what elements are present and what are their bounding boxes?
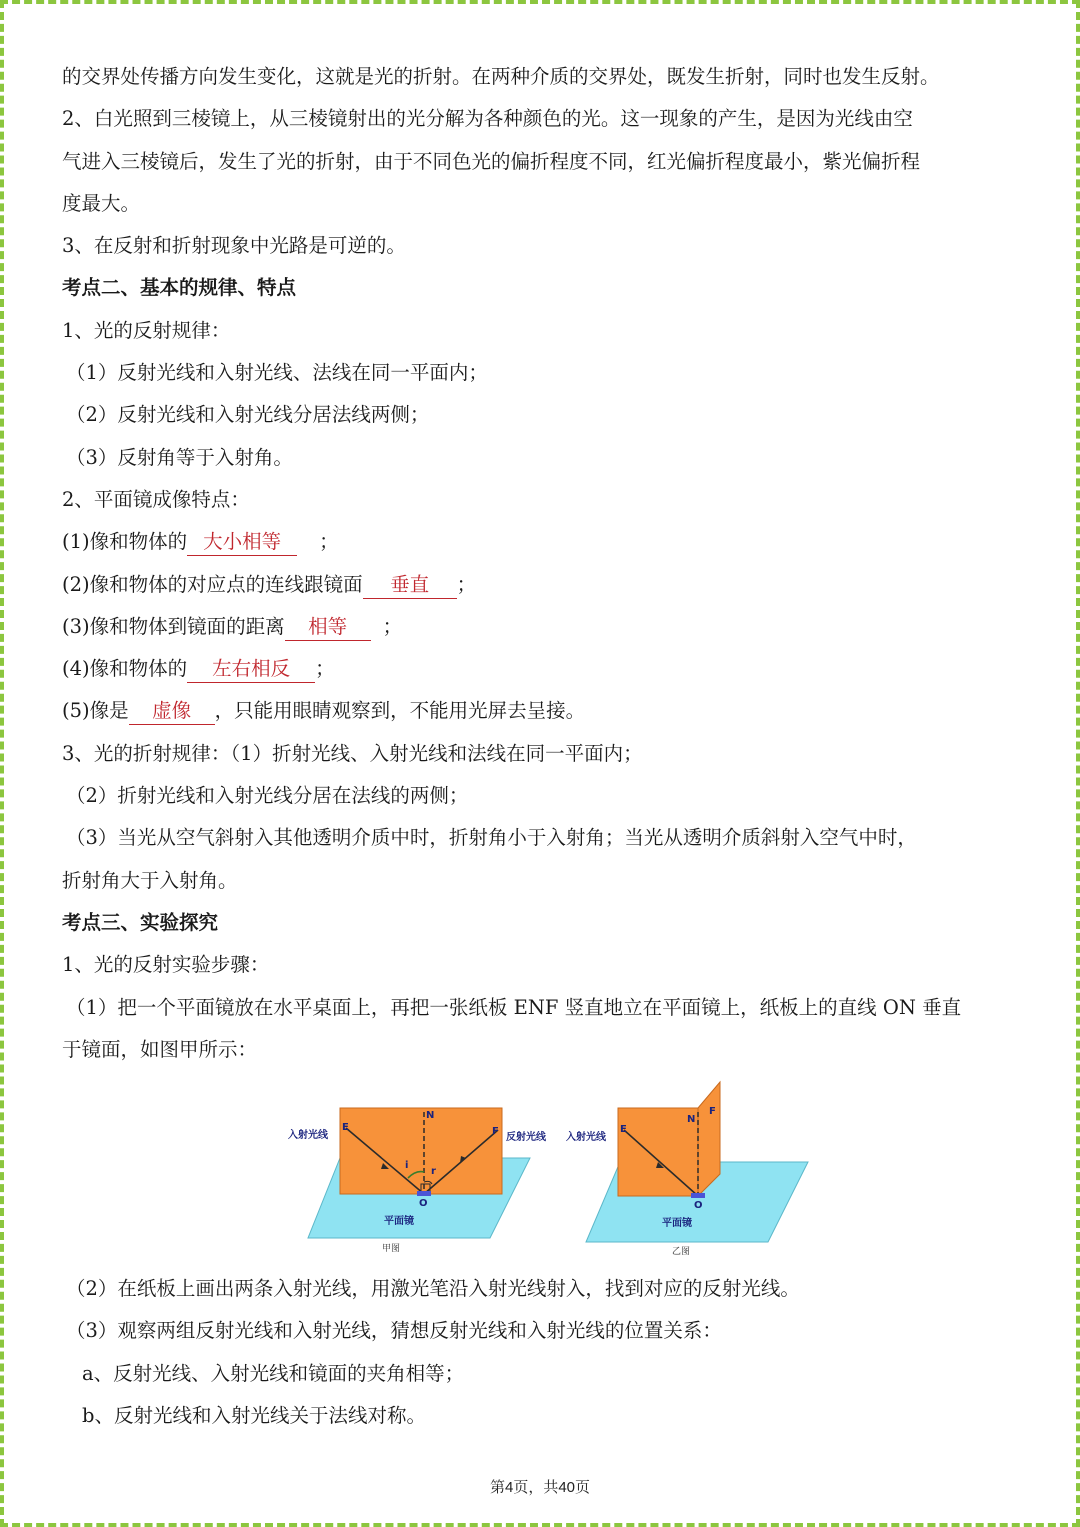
item-text: ，只能用眼睛观察到，不能用光屏去呈接。 (214, 699, 586, 723)
fill-blank-item (62, 690, 1022, 732)
figure-caption: 乙图 (672, 1247, 691, 1257)
paragraph: 3、在反射和折射现象中光路是可逆的。 (62, 234, 406, 258)
page-number: 第4页，共40页 (489, 1479, 591, 1496)
item-text: ； (456, 572, 477, 596)
paper-board-e (618, 1108, 698, 1196)
document-body (62, 56, 1022, 1071)
mirror-label: 平面镜 (384, 1216, 414, 1227)
fill-blank-item (62, 648, 1022, 690)
point-f-label: F (709, 1106, 716, 1117)
fill-blank-item (62, 606, 1022, 648)
point-n-label: N (687, 1114, 696, 1125)
item-text: ； (315, 657, 335, 681)
point-n-label: N (426, 1110, 435, 1121)
mirror-point-mark (417, 1191, 431, 1196)
fill-blank-item (62, 564, 1022, 606)
angle-i-label: i (405, 1160, 409, 1171)
fill-blank-item (62, 521, 1022, 563)
item-text: (4)像和物体的 (62, 657, 188, 681)
figure-caption: 甲图 (382, 1244, 401, 1254)
list-title: 1、光的反射规律： (62, 318, 231, 342)
list-item: a、反射光线、入射光线和镜面的夹角相等； (82, 1361, 465, 1385)
point-f-label: F (492, 1126, 499, 1137)
section-heading: 考点二、基本的规律、特点 (62, 276, 297, 300)
answer-blank: 垂直 (363, 572, 457, 599)
diagram-jia (288, 1108, 547, 1254)
list-item: （2）反射光线和入射光线分居法线两侧； (66, 403, 430, 427)
section-heading: 考点三、实验探究 (62, 910, 219, 934)
figure-svg (280, 1078, 820, 1264)
incident-ray-label: 入射光线 (566, 1132, 606, 1143)
item-text: (5)像是 (62, 699, 129, 723)
paragraph: 的交界处传播方向发生变化，这就是光的折射。在两种介质的交界处，既发生折射，同时也发生反射。 (62, 65, 940, 88)
incident-ray-label: 入射光线 (288, 1130, 328, 1141)
paper-board (340, 1108, 502, 1194)
list-item: （3）当光从空气斜射入其他透明介质中时，折射角小于入射角；当光从透明介质斜射入空气中时， (66, 826, 917, 850)
list-item: （1）反射光线和入射光线、法线在同一平面内； (66, 361, 488, 385)
item-text: (1)像和物体的 (62, 530, 188, 554)
reflection-experiment-figure (280, 1078, 820, 1264)
angle-r-label: r (431, 1166, 436, 1177)
list-item: （3）反射角等于入射角。 (66, 445, 293, 469)
list-item: （1）把一个平面镜放在水平桌面上，再把一张纸板 ENF 竖直地立在平面镜上，纸板上的直线 ON 垂直 (66, 995, 962, 1019)
answer-blank: 大小相等 (187, 529, 297, 556)
list-item: b、反射光线和入射光线关于法线对称。 (82, 1403, 426, 1427)
reflected-ray-label: 反射光线 (506, 1132, 546, 1143)
paragraph: 2、白光照到三棱镜上，从三棱镜射出的光分解为各种颜色的光。这一现象的产生，是因为光线由空 (62, 107, 913, 131)
point-o-label: O (694, 1200, 703, 1211)
list-item: （3）观察两组反射光线和入射光线，猜想反射光线和入射光线的位置关系： (66, 1319, 722, 1343)
point-o-label: O (419, 1198, 428, 1209)
answer-blank: 相等 (285, 614, 371, 641)
list-title: 2、平面镜成像特点： (62, 487, 250, 511)
item-text: (2)像和物体的对应点的连线跟镜面 (62, 572, 363, 596)
mirror-point-mark (691, 1193, 705, 1198)
list-item: （2）在纸板上画出两条入射光线，用激光笔沿入射光线射入，找到对应的反射光线。 (66, 1277, 800, 1300)
diagram-yi (566, 1082, 808, 1257)
paragraph: 度最大。 (62, 191, 141, 215)
list-title: 1、光的反射实验步骤： (62, 953, 270, 977)
paragraph: 3、光的折射规律：（1）折射光线、入射光线和法线在同一平面内； (62, 741, 643, 765)
point-e-label: E (620, 1124, 627, 1135)
item-text: ； (382, 614, 403, 638)
point-e-label: E (342, 1122, 349, 1133)
answer-blank: 虚像 (129, 698, 215, 725)
answer-blank: 左右相反 (187, 656, 315, 683)
list-item: 于镜面，如图甲所示： (62, 1037, 258, 1061)
mirror-label: 平面镜 (662, 1218, 692, 1229)
item-text: ； (319, 530, 339, 554)
list-item: 折射角大于入射角。 (62, 868, 238, 892)
list-item: （2）折射光线和入射光线分居在法线的两侧； (66, 784, 469, 808)
item-text: (3)像和物体到镜面的距离 (62, 614, 285, 638)
paragraph: 气进入三棱镜后，发生了光的折射，由于不同色光的偏折程度不同，红光偏折程度最小，紫光偏折程 (62, 149, 921, 173)
document-body-continued (62, 1268, 1022, 1437)
